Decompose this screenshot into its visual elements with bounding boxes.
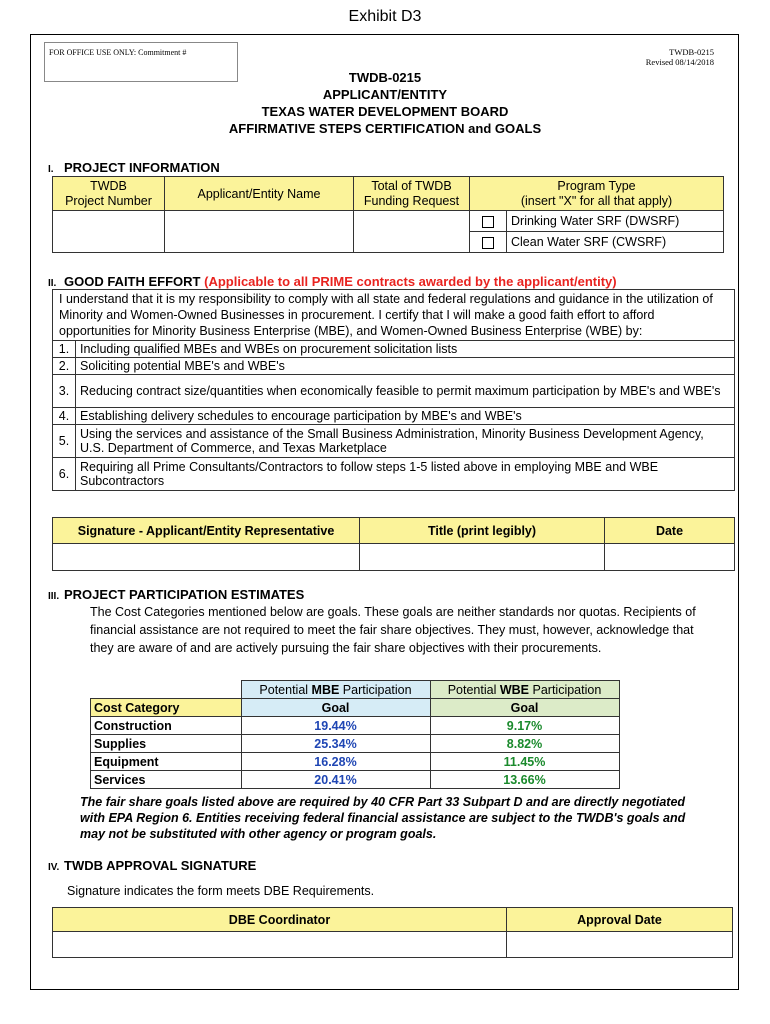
dwsrf-checkbox[interactable] — [482, 216, 494, 228]
approval-text: Signature indicates the form meets DBE Requirements. — [67, 884, 375, 898]
funding-request-cell[interactable] — [354, 211, 470, 253]
title-field[interactable] — [360, 544, 605, 571]
wbe-goal-equipment: 11.45% — [430, 753, 619, 771]
wbe-goal-supplies: 8.82% — [430, 735, 619, 753]
cwsrf-label: Clean Water SRF (CWSRF) — [507, 232, 724, 253]
mbe-goal-supplies: 25.34% — [241, 735, 430, 753]
section-4-title: TWDB APPROVAL SIGNATURE — [64, 858, 257, 873]
header-board: TEXAS WATER DEVELOPMENT BOARD — [261, 104, 509, 119]
col-project-number-l2: Project Number — [65, 193, 152, 208]
step-number: 3. — [53, 375, 76, 408]
blank-corner — [91, 681, 242, 699]
section-1-title: PROJECT INFORMATION — [64, 160, 220, 175]
col-program-type — [470, 177, 724, 211]
wbe-header-post: Participation — [529, 682, 602, 697]
wbe-header-bold: WBE — [499, 682, 530, 697]
mbe-header-post: Participation — [339, 682, 412, 697]
col-program-l1: Program Type — [557, 178, 636, 193]
cwsrf-checkbox-cell[interactable] — [470, 232, 507, 253]
applicant-name-cell[interactable] — [165, 211, 354, 253]
cost-category-header: Cost Category — [91, 699, 242, 717]
form-number-block — [646, 47, 714, 67]
mbe-goal-construction: 19.44% — [241, 717, 430, 735]
mbe-goal-services: 20.41% — [241, 771, 430, 789]
good-faith-intro: I understand that it is my responsibility to comply with all state and federal regulations and guidance in the utilization of Minority and Women-Owned Businesses in procurement. I certify that I will make a good faith effort to afford opportunities for Minority Business Enterprise (MBE), and Women-Owned Business Enterprise (WBE) by: — [53, 290, 735, 341]
signature-table — [52, 517, 735, 571]
wbe-header — [430, 681, 619, 699]
project-number-cell[interactable] — [53, 211, 165, 253]
section-2-number: II. — [48, 278, 57, 289]
title-header: Title (print legibly) — [360, 518, 605, 544]
wbe-goal-header: Goal — [430, 699, 619, 717]
section-3-number: III. — [48, 591, 60, 602]
wbe-header-pre: Potential — [447, 682, 500, 697]
section-4-heading — [48, 858, 256, 873]
wbe-goal-construction: 9.17% — [430, 717, 619, 735]
step-text: Including qualified MBEs and WBEs on procurement solicitation lists — [76, 341, 735, 358]
form-number: TWDB-0215 — [669, 47, 714, 57]
category-equipment: Equipment — [91, 753, 242, 771]
date-header: Date — [605, 518, 735, 544]
category-construction: Construction — [91, 717, 242, 735]
dbe-coordinator-header: DBE Coordinator — [53, 908, 507, 932]
dwsrf-checkbox-cell[interactable] — [470, 211, 507, 232]
section-4-number: IV. — [48, 862, 60, 873]
section-3-title: PROJECT PARTICIPATION ESTIMATES — [64, 587, 305, 602]
step-text: Reducing contract size/quantities when economically feasible to permit maximum participation by MBE's and WBE's — [76, 375, 735, 408]
section-1-heading — [48, 160, 220, 175]
col-project-number — [53, 177, 165, 211]
signature-header: Signature - Applicant/Entity Representative — [53, 518, 360, 544]
approval-date-header: Approval Date — [507, 908, 733, 932]
section-3-heading — [48, 587, 304, 602]
wbe-goal-services: 13.66% — [430, 771, 619, 789]
exhibit-label: Exhibit D3 — [348, 8, 422, 25]
dbe-coordinator-field[interactable] — [53, 932, 507, 958]
mbe-header-pre: Potential — [259, 682, 312, 697]
step-number: 4. — [53, 408, 76, 425]
category-supplies: Supplies — [91, 735, 242, 753]
header-applicant: APPLICANT/ENTITY — [322, 87, 448, 102]
col-program-l2: (insert "X" for all that apply) — [520, 193, 673, 208]
date-field[interactable] — [605, 544, 735, 571]
step-number: 6. — [53, 458, 76, 491]
fair-share-note: The fair share goals listed above are required by 40 CFR Part 33 Subpart D and are directly negotiated with EPA Region 6. Entities receiving federal financial assistance are subject to the TWDB's goals and may not be substituted with other agency or program goals. — [80, 795, 686, 841]
mbe-header — [241, 681, 430, 699]
participation-paragraph: The Cost Categories mentioned below are goals. These goals are neither standards nor quotas. Recipients of financial assistance are not required to meet the fair share objectives. They must, however, acknowledge that they are aware of and are actively pursuing the fair share objectives with their procurements. — [90, 605, 696, 655]
cwsrf-checkbox[interactable] — [482, 237, 494, 249]
dwsrf-label: Drinking Water SRF (DWSRF) — [507, 211, 724, 232]
project-info-table — [52, 176, 724, 253]
col-funding-l2: Funding Request — [363, 193, 460, 208]
section-1-number: I. — [48, 164, 54, 175]
header-title: AFFIRMATIVE STEPS CERTIFICATION and GOALS — [228, 121, 542, 136]
mbe-goal-equipment: 16.28% — [241, 753, 430, 771]
step-text: Requiring all Prime Consultants/Contractors to follow steps 1-5 listed above in employing MBE and WBE Subcontractors — [76, 458, 735, 491]
step-text: Using the services and assistance of the Small Business Administration, Minority Business Development Agency, U.S. Department of Commerce, and Texas Marketplace — [76, 425, 735, 458]
signature-field[interactable] — [53, 544, 360, 571]
approval-table — [52, 907, 733, 958]
col-project-number-l1: TWDB — [90, 178, 127, 193]
step-number: 1. — [53, 341, 76, 358]
section-2-subtitle: (Applicable to all PRIME contracts awarded by the applicant/entity) — [204, 274, 617, 289]
approval-date-field[interactable] — [507, 932, 733, 958]
good-faith-table — [52, 289, 735, 491]
category-services: Services — [91, 771, 242, 789]
step-text: Soliciting potential MBE's and WBE's — [76, 358, 735, 375]
step-number: 5. — [53, 425, 76, 458]
office-use-box[interactable]: FOR OFFICE USE ONLY: Commitment # — [44, 42, 238, 82]
mbe-header-bold: MBE — [311, 682, 340, 697]
col-funding-l1: Total of TWDB — [371, 178, 452, 193]
mbe-goal-header: Goal — [241, 699, 430, 717]
participation-table — [90, 680, 620, 789]
section-2-heading — [48, 274, 617, 289]
section-2-title: GOOD FAITH EFFORT — [64, 274, 201, 289]
revised-date: Revised 08/14/2018 — [645, 57, 714, 67]
col-funding-request — [354, 177, 470, 211]
step-number: 2. — [53, 358, 76, 375]
header-form-id: TWDB-0215 — [348, 70, 422, 85]
col-applicant-name: Applicant/Entity Name — [165, 177, 354, 211]
step-text: Establishing delivery schedules to encourage participation by MBE's and WBE's — [76, 408, 735, 425]
